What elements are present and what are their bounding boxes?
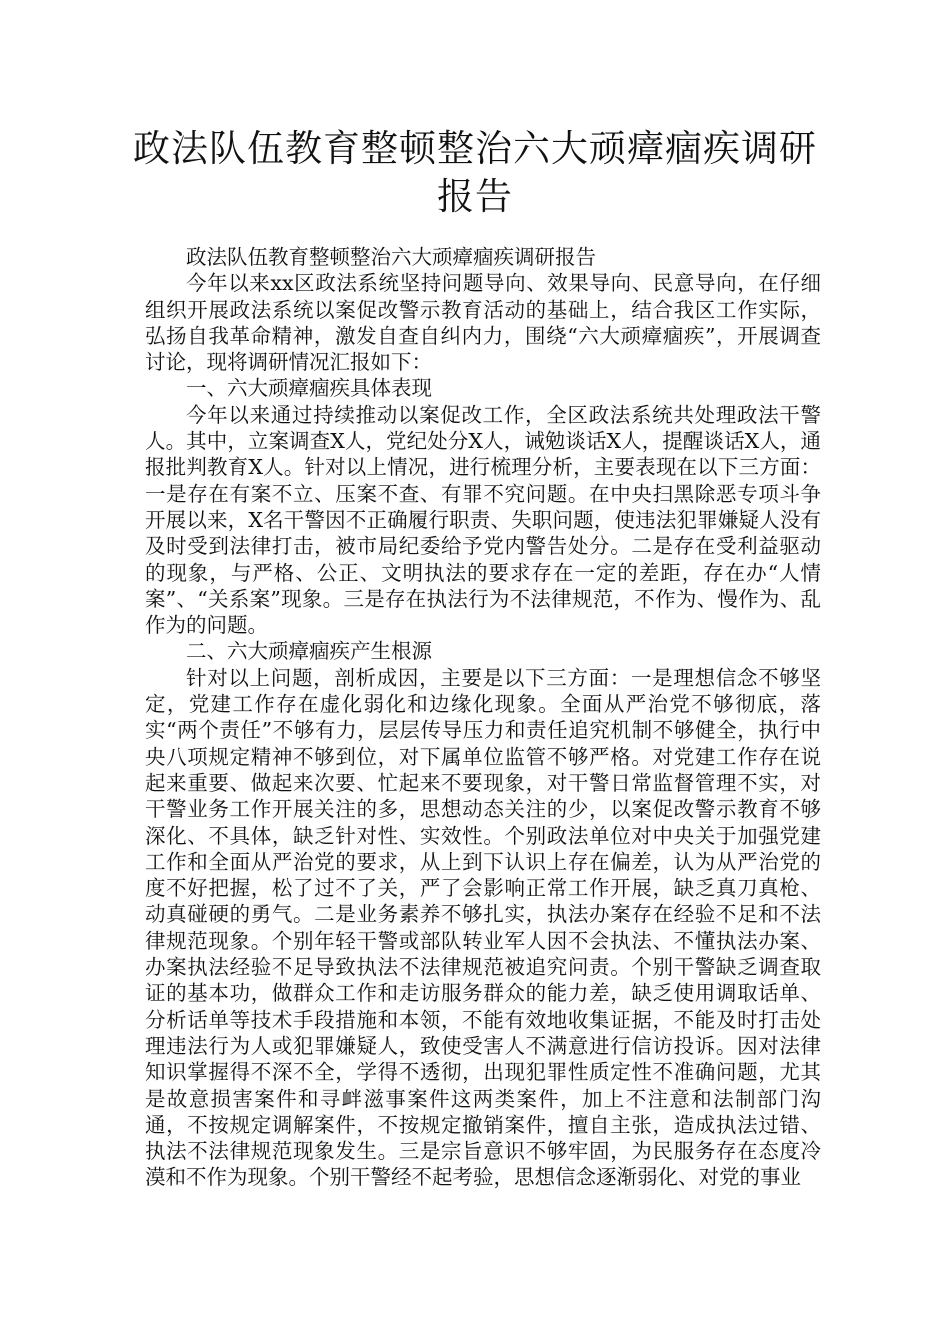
subtitle-paragraph: 政法队伍教育整顿整治六大顽瘴痼疾调研报告: [186, 245, 596, 269]
title-line-2: 报告: [437, 175, 513, 218]
title-line-1: 政法队伍教育整顿整治六大顽瘴痼疾调研: [133, 127, 817, 170]
section-heading-1: 一、六大顽瘴痼疾具体表现: [186, 376, 432, 401]
document-body: [145, 244, 821, 1191]
section-1-paragraph: 今年以来通过持续推动以案促改工作，全区政法系统共处理政法干警 人。其中，立案调查X人，党纪处分X人，诫勉谈话X人，提醒谈话X人，通报批判教育X人。针对以上情况，进行梳理分析，主要表现在以下三方面：一是存在有案不立、压案不查、有罪不究问题。在中央扫黑除恶专项斗争开展以来，X名干警因不正确履行职责、失职问题，使违法犯罪嫌疑人没有及时受到法律打击，被市局纪委给予党内警告处分。二是存在受利益驱动的现象，与严格、公正、文明执法的要求存在一定的差距，存在办“人情案”、“关系案”现象。三是存在执法行为不法律规范，不作为、慢作为、乱作为的问题。: [145, 402, 821, 638]
section-heading-2: 二、六大顽瘴痼疾产生根源: [186, 639, 432, 664]
document-title: [120, 125, 830, 221]
section-2-paragraph: 针对以上问题，剖析成因，主要是以下三方面：一是理想信念不够坚定，党建工作存在虚化弱化和边缘化现象。全面从严治党不够彻底，落实“两个责任”不够有力，层层传导压力和责任追究机制不够健全，执行中央八项规定精神不够到位，对下属单位监管不够严格。对党建工作存在说起来重要、做起来次要、忙起来不要现象，对干警日常监督管理不实，对干警业务工作开展关注的多，思想动态关注的少，以案促改警示教育不够深化、不具体，缺乏针对性、实效性。个别政法单位对中央关于加强党建工作和全面从严治党的要求，从上到下认识上存在偏差，认为从严治党的度不好把握，松了过不了关，严了会影响正常工作开展，缺乏真刀真枪、动真碰硬的勇气。二是业务素养不够扎实，执法办案存在经验不足和不法律规范现象。个别年轻干警或部队转业军人因不会执法、不懂执法办案、办案执法经验不足导致执法不法律规范被追究问责。个别干警缺乏调查取证的基本功，做群众工作和走访服务群众的能力差，缺乏使用调取话单、分析话单等技术手段措施和本领，不能有效地收集证据，不能及时打击处理违法行为人或犯罪嫌疑人，致使受害人不满意进行信访投诉。因对法律知识掌握得不深不全，学得不透彻，出现犯罪性质定性不准确问题，尤其是故意损害案件和寻衅滋事案件这两类案件，加上不注意和法制部门沟通，不按规定调解案件，不按规定撤销案件，擅自主张，造成执法过错、执法不法律规范现象发生。三是宗旨意识不够牢固，为民服务存在态度冷漠和不作为现象。个别干警经不起考验，思想信念逐渐弱化、对党的事业: [145, 665, 821, 1190]
intro-paragraph: 今年以来xx区政法系统坚持问题导向、效果导向、民意导向，在仔细组织开展政法系统以案促改警示教育活动的基础上，结合我区工作实际，弘扬自我革命精神，激发自查自纠内力，围绕“六大顽瘴痼疾”，开展调查讨论，现将调研情况汇报如下：: [145, 271, 821, 375]
